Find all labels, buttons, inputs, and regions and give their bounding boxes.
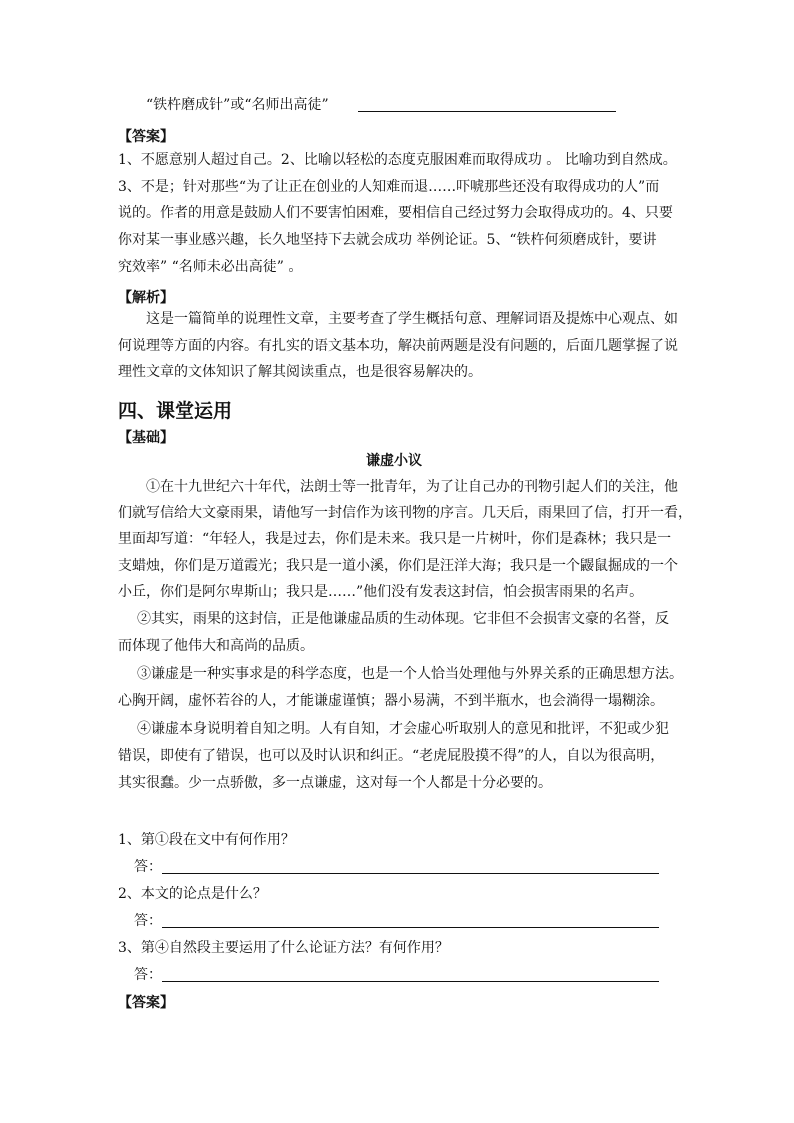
- section-title: 四、课堂运用: [118, 400, 233, 422]
- article-line: 里面却写道：“年轻人，我是过去，你们是未来。我只是一片树叶，你们是森林；我只是一: [118, 531, 672, 547]
- answer-label: 答：: [134, 967, 162, 983]
- answer-line-3[interactable]: [162, 981, 659, 982]
- answer-line: 究效率” “名师未必出高徒” 。: [118, 259, 303, 275]
- analysis-line: 这是一篇简单的说理性文章，主要考查了学生概括句意、理解词语及提炼中心观点、如: [146, 311, 678, 327]
- article-line: 而体现了他伟大和高尚的品质。: [118, 638, 314, 654]
- article-line: 其实很蠢。少一点骄傲，多一点谦虚，这对每一个人都是十分必要的。: [118, 775, 552, 791]
- article-line: ②其实，雨果的这封信，正是他谦虚品质的生动体现。它非但不会损害文豪的名誉，反: [137, 611, 669, 627]
- answer-heading-2: 【答案】: [118, 995, 174, 1011]
- answer-line: 3、不是；针对那些“为了让正在创业的人知难而退……吓唬那些还没有取得成功的人”而: [118, 179, 660, 195]
- question-1: 1、第①段在文中有何作用？: [118, 832, 295, 848]
- article-line: 心胸开阔，虚怀若谷的人，才能谦虚谨慎；器小易满，不到半瓶水，也会淌得一塌糊涂。: [118, 693, 664, 709]
- answer-label: 答：: [134, 859, 162, 875]
- article-title: 谦虚小议: [366, 453, 422, 469]
- article-line: ④谦虚本身说明着自知之明。人有自知，才会虚心听取别人的意见和批评，不犯或少犯: [137, 721, 669, 737]
- section-subtitle: 【基础】: [118, 430, 174, 446]
- answer-line-2[interactable]: [162, 927, 659, 928]
- answer-line: 你对某一事业感兴趣，长久地坚持下去就会成功 举例论证。5、“铁杵何须磨成针，要讲: [118, 232, 657, 248]
- question-3: 3、第④自然段主要运用了什么论证方法？有何作用？: [118, 940, 449, 956]
- answer-line: 说的。作者的用意是鼓励人们不要害怕困难，要相信自己经过努力会取得成功的。4、只要: [118, 205, 673, 221]
- article-line: ①在十九世纪六十年代，法朗士等一批青年，为了让自己办的刊物引起人们的关注，他: [146, 479, 678, 495]
- answer-line-1[interactable]: [162, 873, 659, 874]
- article-line: 错误，即使有了错误，也可以及时认识和纠正。“老虎屁股摸不得”的人，自以为很高明，: [118, 748, 665, 764]
- article-line: 小丘，你们是阿尔卑斯山；我只是……”他们没有发表这封信，怕会损害雨果的名声。: [118, 584, 644, 600]
- answer-label: 答：: [134, 913, 162, 929]
- article-line: 支蜡烛，你们是万道霞光；我只是一道小溪，你们是汪洋大海；我只是一个鼹鼠掘成的一个: [118, 558, 678, 574]
- article-line: ③谦虚是一种实事求是的科学态度，也是一个人恰当处理他与外界关系的正确思想方法。: [137, 666, 683, 682]
- analysis-heading: 【解析】: [118, 290, 174, 306]
- article-line: 们就写信给大文豪雨果，请他写一封信作为该刊物的序言。几天后，雨果回了信，打开一看，: [118, 505, 692, 521]
- question-2: 2、本文的论点是什么？: [118, 886, 267, 902]
- fill-in-prompt: “铁杵磨成针”或“名师出高徒”: [146, 97, 329, 113]
- analysis-line: 理性文章的文体知识了解其阅读重点，也是很容易解决的。: [118, 364, 482, 380]
- analysis-line: 何说理等方面的内容。有扎实的语文基本功，解决前两题是没有问题的，后面几题掌握了说: [118, 338, 678, 354]
- answer-line: 1、不愿意别人超过自己。2、比喻以轻松的态度克服困难而取得成功 。 比喻功到自然成。: [118, 152, 677, 168]
- answer-blank-line: [358, 111, 616, 112]
- answer-heading: 【答案】: [118, 129, 174, 145]
